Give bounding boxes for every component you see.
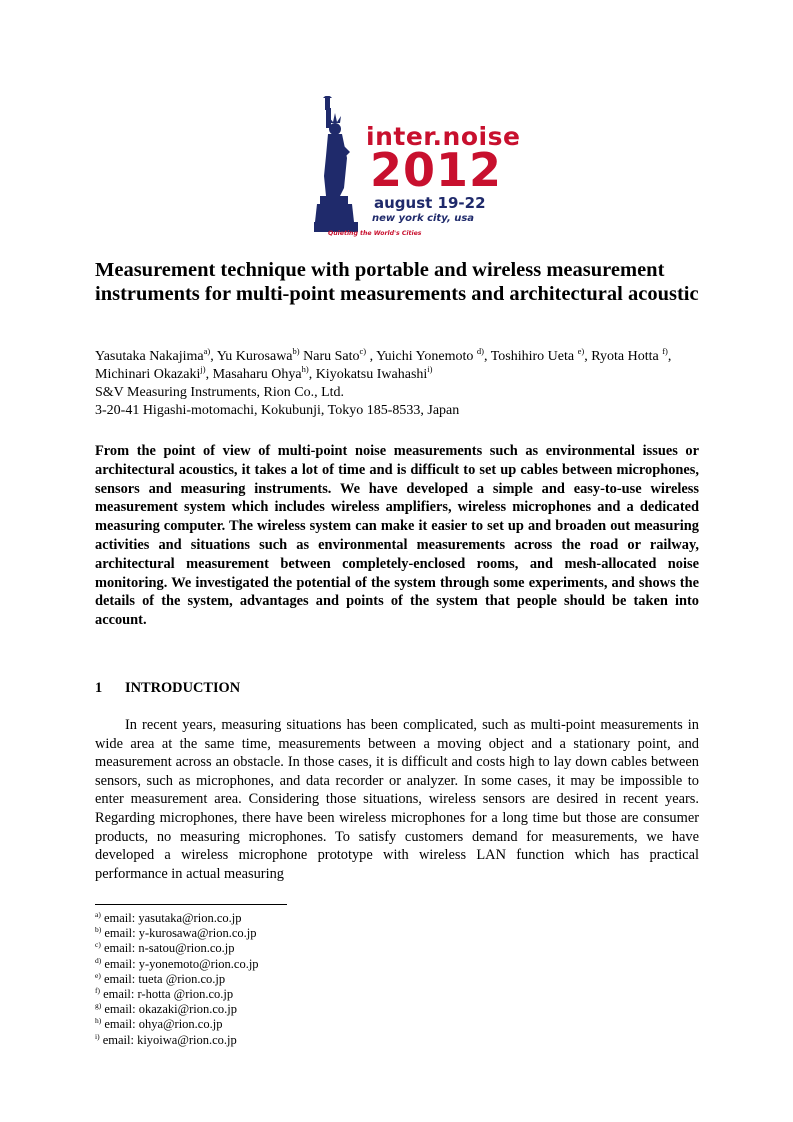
footnote: $^{f)}$ email: r-hotta @rion.co.jp <box>95 986 234 1002</box>
paper-title: Measurement technique with portable and wireless measurement instruments for multi-point measurements and architectural acoustic <box>95 259 699 305</box>
author-mark: c) <box>359 346 367 356</box>
section-heading <box>95 680 240 697</box>
footnote: $^{d)}$ email: y-yonemoto@rion.co.jp <box>95 955 259 971</box>
author-mark: j) <box>200 364 206 374</box>
section-number: 1 <box>95 680 103 696</box>
address: 3-20-41 Higashi-motomachi, Kokubunji, Tokyo 185-8533, Japan <box>95 403 460 418</box>
author-name: Michinari Okazaki <box>95 367 201 382</box>
logo-city: new york city, usa <box>372 213 475 224</box>
author-name: Toshihiro Ueta <box>490 349 578 364</box>
author-name: Naru Sato <box>303 349 360 364</box>
logo-tagline: Quieting the World's Cities <box>328 230 422 237</box>
footnote: $^{g)}$ email: okazaki@rion.co.jp <box>95 1001 238 1017</box>
introduction-paragraph: In recent years, measuring situations has been complicated, such as multi-point measurements in wide area at the same time, measurements between a moving object and a stationary point, and measurement across an obstacle. In those cases, it is difficult and costs high to lay down cables between sensors, such as microphones, and data recorder or analyzer. In some cases, it may be impossible to enter measurement area. Considering those situations, wireless sensors are desired in recent years. Regarding microphones, there have been wireless microphones for a long time but those are consumer products, no measuring microphones. To satisfy customers demand for measurements, we have developed a wireless microphone prototype with wireless LAN function which has practical performance in actual measuring <box>95 717 699 882</box>
section-title: INTRODUCTION <box>125 680 241 696</box>
author-mark: e) <box>577 346 585 356</box>
author-name: Yuichi Yonemoto <box>376 349 477 364</box>
footnote: $^{i)}$ email: kiyoiwa@rion.co.jp <box>95 1031 237 1047</box>
statue-of-liberty-icon <box>314 96 374 232</box>
affiliation: S&V Measuring Instruments, Rion Co., Ltd. <box>95 385 345 400</box>
author-mark: i) <box>427 364 433 374</box>
conference-logo <box>314 96 521 242</box>
author-name: Yu Kurosawa <box>216 349 293 364</box>
author-name: Ryota Hotta <box>591 349 663 364</box>
footnote: $^{b)}$ email: y-kurosawa@rion.co.jp <box>95 925 257 941</box>
author-mark: d) <box>476 346 484 356</box>
author-mark: b) <box>292 346 300 356</box>
author-mark: h) <box>301 364 309 374</box>
author-name: Masaharu Ohya <box>212 367 302 382</box>
author-mark: a) <box>203 346 211 356</box>
logo-dates: august 19-22 <box>374 194 486 212</box>
abstract: From the point of view of multi-point noise measurements such as environmental issues or architectural acoustics, it takes a lot of time and is difficult to set up cables between microphones, sensors and measuring instruments. We have developed a simple and easy-to-use wireless measurement system which includes wireless amplifiers, wireless microphones and a dedicated measuring computer. The wireless system can make it easier to set up and broaden out measuring activities and situations such as environmental measurements across the road or railway, architectural measurement between completely-enclosed rooms, and mesh-allocated noise monitoring. We investigated the potential of the system through some experiments, and shows the details of the system, advantages and points of the system that people should be taken into account. <box>95 443 699 629</box>
footnote: $^{c)}$ email: n-satou@rion.co.jp <box>95 940 235 956</box>
logo-year: 2012 <box>370 143 503 197</box>
footnote-divider <box>95 904 287 905</box>
author-name: Yasutaka Nakajima <box>95 349 204 364</box>
footnote: $^{a)}$ email: yasutaka@rion.co.jp <box>95 910 242 925</box>
footnotes <box>95 911 259 1048</box>
author-block <box>95 348 700 420</box>
footnote: $^{e)}$ email: tueta @rion.co.jp <box>95 970 226 986</box>
author-list: Yasutaka Nakajima$^{a)}$, Yu Kurosawa$^{b)}$ Naru Sato$^{c)}$ , Yuichi Yonemoto $^{d)}$, Toshihiro Ueta $^{e)}$, Ryota Hotta $^{f)}$, Michinari Okazaki$^{j)}$, Masaharu Ohya$^{h)}$, Kiyokatsu Iwahashi$^{i)}$ <box>95 346 672 382</box>
author-name: Kiyokatsu Iwahashi <box>315 367 428 382</box>
author-mark: f) <box>662 346 668 356</box>
footnote: $^{h)}$ email: ohya@rion.co.jp <box>95 1016 223 1032</box>
logo-title: inter.noise <box>366 122 521 151</box>
